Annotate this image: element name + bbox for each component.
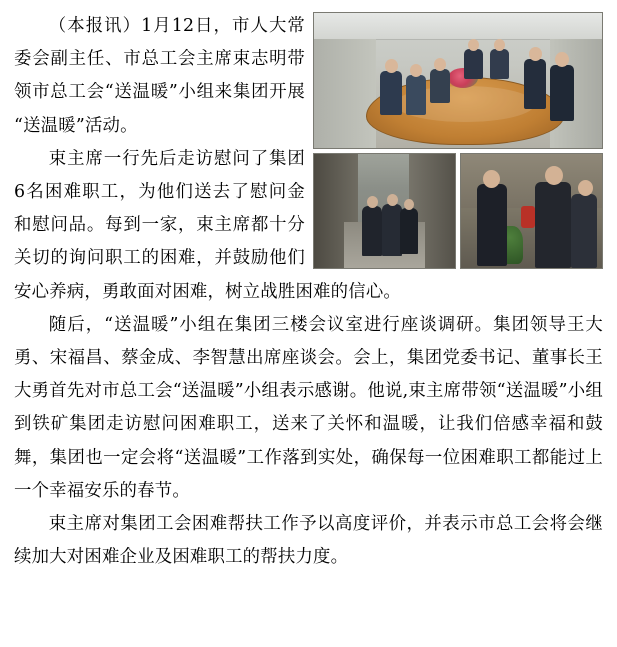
photo-meeting-person-head (434, 58, 446, 71)
photo-gift-person-head (578, 180, 593, 196)
photo-alley-visit (313, 153, 456, 269)
photo-meeting-ceiling (314, 13, 602, 40)
photo-meeting-person (490, 49, 509, 79)
photo-gift-handover (460, 153, 603, 269)
photo-gift-person-receiver (535, 182, 571, 268)
photo-meeting-person (380, 71, 402, 115)
photo-alley-person (362, 206, 382, 256)
photo-gift-package (521, 206, 535, 228)
photo-row (313, 153, 603, 269)
figure-group (313, 12, 603, 269)
article-paragraph-1: （本报讯）1月12日，市人大常委会副主任、市总工会主席束志明带领市总工会“送温暖”小组来集团开展 “送温暖”活动。 (14, 16, 305, 136)
photo-meeting-person (430, 69, 450, 103)
photo-meeting-person-head (494, 39, 505, 51)
photo-meeting-person (464, 49, 483, 79)
photo-alley-person (382, 204, 402, 256)
photo-meeting-person-head (555, 52, 569, 67)
photo-alley-person-head (404, 199, 414, 210)
article-body (14, 10, 603, 574)
photo-meeting-person-head (529, 47, 542, 61)
photo-alley-person-head (367, 196, 378, 208)
photo-meeting-wall-left (314, 39, 376, 148)
photo-meeting-room (313, 12, 603, 149)
photo-gift-person-giver (477, 184, 507, 266)
photo-gift-person-giver-head (483, 170, 500, 188)
photo-meeting-person (406, 75, 426, 115)
photo-alley-person-head (387, 194, 398, 206)
article-paragraph-2: 束主席一行先后走访慰问了集团6名困难职工，为他们送去了慰问金和慰问品。每到一家，束主席都十分关切的询问职工的困难，并鼓励他们安心养病，勇敢面对困难，树立战胜困难的信心。 (14, 148, 401, 302)
photo-meeting-person (524, 59, 546, 109)
photo-gift-person-receiver-head (545, 166, 563, 185)
photo-alley-person (400, 208, 418, 254)
photo-gift-person (571, 194, 597, 268)
photo-meeting-person-head (385, 59, 398, 73)
article-paragraph-3: 随后，“送温暖”小组在集团三楼会议室进行座谈调研。集团领导王大勇、宋福昌、蔡金成、李智慧出席座谈会。会上，集团党委书记、董事长王大勇首先对市总工会“送温暖”小组表示感谢。他说,束主席带领“送温暖”小组到铁矿集团走访慰问困难职工，送来了关怀和温暖，让我们倍感幸福和鼓舞，集团也一定会将“送温暖”工作落到实处，确保每一位困难职工都能过上一个幸福安乐的春节。 (14, 314, 603, 501)
photo-meeting-person-head (468, 39, 479, 51)
photo-meeting-person (550, 65, 574, 121)
article-paragraph-4: 束主席对集团工会困难帮扶工作予以高度评价，并表示市总工会将会继续加大对困难企业及困难职工的帮扶力度。 (14, 514, 603, 568)
photo-meeting-person-head (410, 64, 422, 77)
